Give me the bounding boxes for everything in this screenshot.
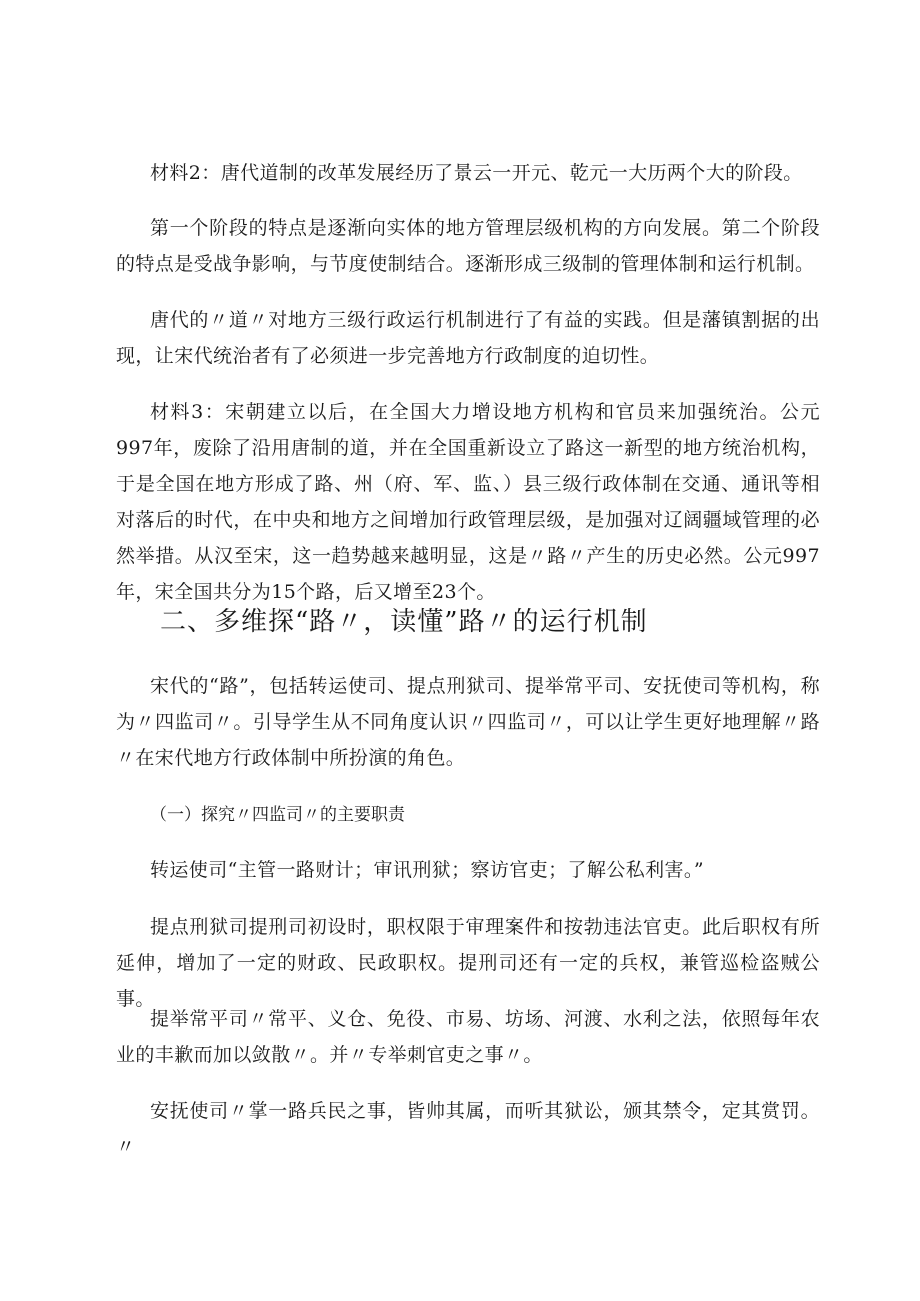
paragraph-judicial-office: 提点刑狱司提刑司初设时，职权限于审理案件和按勃违法官吏。此后职权有所延伸，增加了一定的财政、民政职权。提刑司还有一定的兵权，兼管巡检盗贼公事。 <box>116 916 820 1010</box>
paragraph-tang-stages: 第一个阶段的特点是逐渐向实体的地方管理层级机构的方向发展。第二个阶段的特点是受战争影响，与节度使制结合。逐渐形成三级制的管理体制和运行机制。 <box>116 217 820 275</box>
paragraph-pacification-office: 安抚使司〃掌一路兵民之事，皆帅其属，而听其狱讼，颁其禁令，定其赏罚。〃 <box>116 1100 820 1158</box>
paragraph-section-intro: 宋代的“路”，包括转运使司、提点刑狱司、提举常平司、安抚使司等机构，称为〃四监司〃。引导学生从不同角度认识〃四监司〃，可以让学生更好地理解〃路〃在宋代地方行政体制中所扮演的角色。 <box>116 675 820 769</box>
paragraph-transport-office: 转运使司“主管一路财计；审讯刑狱；察访官吏；了解公私利害。” <box>150 859 704 881</box>
paragraph-granary-office: 提举常平司〃常平、义仓、免役、市易、坊场、河渡、水利之法，依照每年农业的丰歉而加以敛散〃。并〃专举刺官吏之事〃。 <box>116 1008 820 1066</box>
paragraph-material-2: 材料2：唐代道制的改革发展经历了景云一开元、乾元一大历两个大的阶段。 <box>150 162 803 184</box>
paragraph-tang-dao: 唐代的〃道〃对地方三级行政运行机制进行了有益的实践。但是藩镇割据的出现，让宋代统治者有了必须进一步完善地方行政制度的迫切性。 <box>116 309 820 367</box>
paragraph-material-3: 材料3：宋朝建立以后，在全国大力增设地方机构和官员来加强统治。公元997年，废除了沿用唐制的道，并在全国重新设立了路这一新型的地方统治机构，于是全国在地方形成了路、州（府、军、监、）县三级行政体制在交通、通讯等相对落后的时代，在中央和地方之间增加行政管理层级，是加强对辽阔疆域管理的必然举措。从汉至宋，这一趋势越来越明显，这是〃路〃产生的历史必然。公元997年，宋全国共分为15个路，后又增至23个。 <box>116 401 820 603</box>
section-heading: 二、多维探“路〃，读懂”路〃的运行机制 <box>160 607 648 637</box>
subsection-heading: （一）探究〃四监司〃的主要职责 <box>150 805 405 825</box>
